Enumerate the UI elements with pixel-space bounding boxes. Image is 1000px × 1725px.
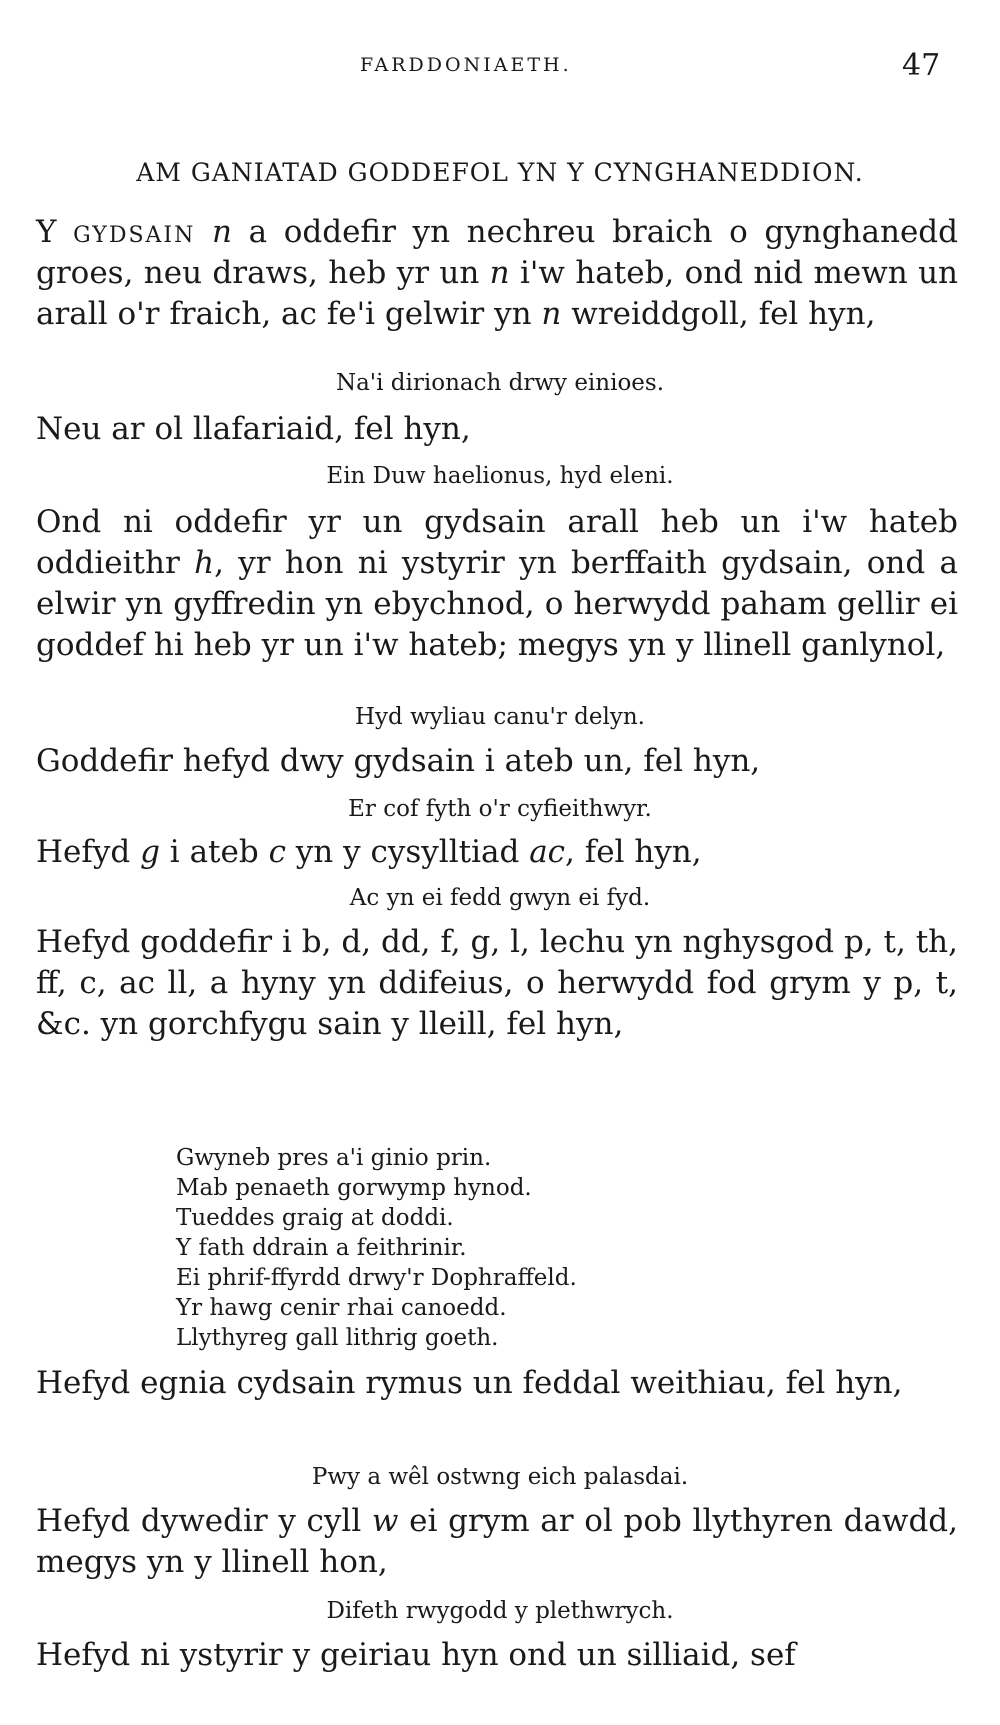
section-title: AM GANIATAD GODDEFOL YN Y CYNGHANEDDION. [136, 158, 864, 187]
example-line: Y fath ddrain a feithrinir. [176, 1235, 467, 1261]
p8-c: ei grym ar ol pob llythyren dawdd, megys yn y llinell hon, [36, 1503, 959, 1580]
running-title: FARDDONIAETH. [360, 54, 572, 76]
p5-d: c [268, 834, 286, 870]
example-line: Gwyneb pres a'i ginio prin. [176, 1145, 492, 1171]
p5-c: i ateb [169, 834, 259, 870]
p8-b: w [371, 1503, 399, 1539]
p1-e: n [489, 255, 510, 291]
p1-f: i'w hateb, ond nid mewn un arall o'r fraich, ac fe'i gelwir yn [36, 255, 959, 332]
p1-a: Y [36, 214, 57, 250]
p1-g: n [541, 296, 562, 332]
p1-b: gydsain [73, 214, 196, 250]
running-head [0, 48, 1000, 88]
p3-a: Ond ni oddefir yr un gydsain arall heb un i'w hateb oddieithr [36, 504, 958, 581]
p3-b: h [194, 545, 215, 581]
p1-h: wreiddgoll, fel hyn, [571, 296, 876, 332]
page-number: 47 [902, 48, 941, 83]
p5-b: g [140, 834, 160, 870]
p3-c: , yr hon ni ystyrir yn berffaith gydsain, ond a elwir yn gyffredin yn ebychnod, o herwydd paham gellir ei goddef hi heb yr un i'w hateb; megys yn y llinell ganlynol, [36, 545, 959, 663]
p8-a: Hefyd dywedir y cyll [36, 1503, 362, 1539]
example-2: Ein Duw haelionus, hyd eleni. [326, 463, 674, 489]
p1-d: a oddefir yn nechreu braich o gynghanedd groes, neu draws, heb yr un [36, 214, 958, 291]
example-line: Tueddes graig at doddi. [176, 1205, 454, 1231]
paragraph-3 [36, 502, 958, 666]
paragraph-8 [36, 1501, 958, 1583]
example-4: Er cof fyth o'r cyfieithwyr. [348, 796, 652, 822]
p5-g: , fel hyn, [565, 834, 702, 870]
example-1: Na'i dirionach drwy einioes. [335, 370, 665, 396]
paragraph-7: Hefyd egnia cydsain rymus un feddal weithiau, fel hyn, [36, 1365, 903, 1401]
example-list [176, 1143, 577, 1353]
paragraph-6: Hefyd goddefir i b, d, dd, f, g, l, lechu yn nghysgod p, t, th, ff, c, ac ll, a hyny yn ddifeius, o herwydd fod grym y p, t, &c. yn gorchfygu sain y lleill, fel hyn, [36, 924, 958, 1042]
example-7: Difeth rwygodd y plethwrych. [326, 1598, 674, 1624]
example-6: Pwy a wêl ostwng eich palasdai. [311, 1464, 689, 1490]
paragraph-1 [36, 212, 958, 335]
example-line: Mab penaeth gorwymp hynod. [176, 1175, 532, 1201]
example-line: Ei phrif-ffyrdd drwy'r Dophraffeld. [176, 1265, 577, 1291]
example-5: Ac yn ei fedd gwyn ei fyd. [349, 885, 651, 911]
p5-f: ac [529, 834, 566, 870]
example-line: Yr hawg cenir rhai canoedd. [176, 1295, 507, 1321]
example-line: Llythyreg gall lithrig goeth. [176, 1325, 499, 1351]
paragraph-5 [36, 832, 958, 873]
p5-a: Hefyd [36, 834, 131, 870]
paragraph-4: Goddefir hefyd dwy gydsain i ateb un, fel hyn, [36, 743, 761, 779]
paragraph-9: Hefyd ni ystyrir y geiriau hyn ond un silliaid, sef [36, 1637, 796, 1673]
p5-e: yn y cysylltiad [295, 834, 520, 870]
example-3: Hyd wyliau canu'r delyn. [355, 704, 645, 730]
p1-c: n [212, 214, 232, 250]
paragraph-2: Neu ar ol llafariaid, fel hyn, [36, 411, 471, 447]
